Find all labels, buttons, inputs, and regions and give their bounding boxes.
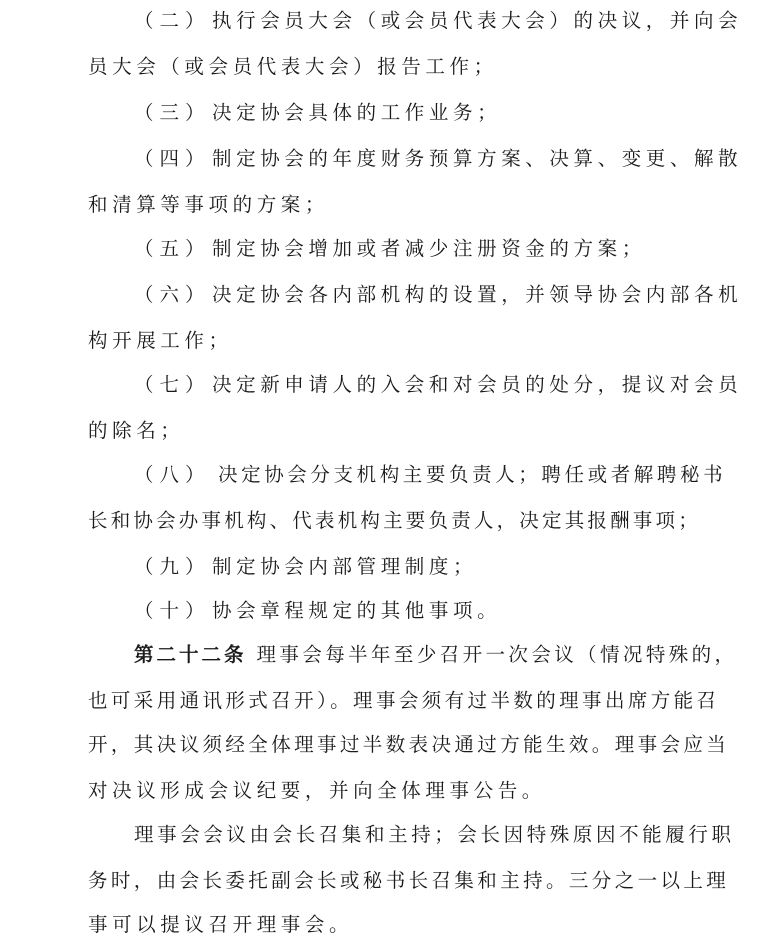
- clause-text: 制定协会内部管理制度；: [212, 555, 478, 578]
- clause-2-line-1: [134, 8, 742, 34]
- clause-text: 长和协会办事机构、代表机构主要负责人，决定其报酬事项；: [88, 509, 701, 532]
- clause-text: 决定新申请人的入会和对会员的处分，提议对会员: [212, 373, 743, 396]
- clause-number: （五）: [134, 237, 211, 260]
- clause-text: 决定协会各内部机构的设置，并领导协会内部各机: [212, 283, 743, 306]
- clause-number: （九）: [134, 555, 211, 578]
- article-22-line-4: [88, 778, 546, 804]
- clause-5: [134, 236, 646, 262]
- clause-text: 员大会（或会员代表大会）报告工作；: [88, 55, 498, 78]
- clause-text: 和清算等事项的方案；: [88, 193, 330, 216]
- paragraph-line-2: [88, 868, 729, 894]
- article-text: 开，其决议须经全体理事过半数表决通过方能生效。理事会应当: [88, 733, 730, 756]
- paragraph-text: 务时，由会长委托副会长或秘书长召集和主持。三分之一以上理: [88, 869, 730, 892]
- clause-4-line-1: [134, 146, 742, 172]
- clause-8-line-1: [134, 462, 726, 488]
- article-number: 第二十二条: [134, 643, 247, 666]
- clause-9: [134, 554, 477, 580]
- paragraph-text: 理事会会议由会长召集和主持；会长因特殊原因不能履行职: [134, 823, 735, 846]
- clause-6-line-1: [134, 282, 742, 308]
- article-text: 也可采用通讯形式召开）。理事会须有过半数的理事出席方能召: [88, 689, 720, 712]
- clause-number: （七）: [134, 373, 211, 396]
- clause-8-line-2: [88, 508, 701, 534]
- clause-text: 协会章程规定的其他事项。: [212, 599, 502, 622]
- clause-7-line-2: [88, 418, 184, 444]
- clause-number: （八）: [134, 463, 211, 486]
- article-text: 理事会每半年至少召开一次会议（情况特殊的，: [256, 643, 738, 666]
- clause-7-line-1: [134, 372, 742, 398]
- clause-4-line-2: [88, 192, 329, 218]
- clause-6-line-2: [88, 328, 233, 354]
- clause-number: （十）: [134, 599, 211, 622]
- article-text: 对决议形成会议纪要，并向全体理事公告。: [88, 779, 546, 802]
- clause-text: 构开展工作；: [88, 329, 233, 352]
- paragraph-line-1: [134, 822, 735, 848]
- clause-10: [134, 598, 501, 624]
- clause-text: 执行会员大会（或会员代表大会）的决议，并向会: [212, 9, 743, 32]
- clause-number: （四）: [134, 147, 211, 170]
- clause-text: 的除名；: [88, 419, 185, 442]
- paragraph-line-3: [88, 912, 353, 938]
- article-22-line-3: [88, 732, 729, 758]
- clause-text: 制定协会增加或者减少注册资金的方案；: [212, 237, 646, 260]
- article-22-line-2: [88, 688, 719, 714]
- clause-text: 决定协会具体的工作业务；: [212, 101, 502, 124]
- clause-text: 制定协会的年度财务预算方案、决算、变更、解散: [212, 147, 743, 170]
- paragraph-text: 事可以提议召开理事会。: [88, 913, 354, 936]
- clause-text: 决定协会分支机构主要负责人；聘任或者解聘秘书: [218, 463, 727, 486]
- clause-number: （三）: [134, 101, 211, 124]
- clause-number: （二）: [134, 9, 211, 32]
- clause-2-line-2: [88, 54, 498, 80]
- article-22-line-1: [134, 642, 737, 668]
- clause-number: （六）: [134, 283, 211, 306]
- clause-3: [134, 100, 501, 126]
